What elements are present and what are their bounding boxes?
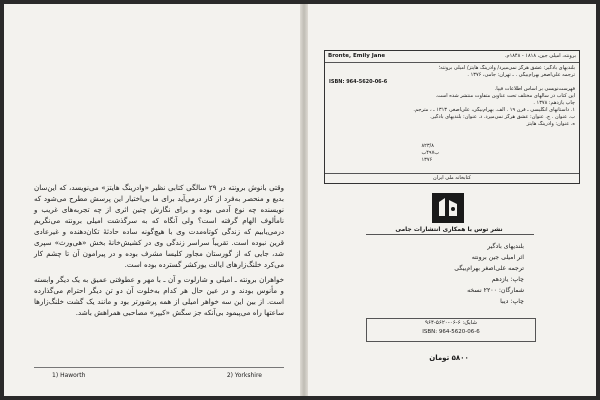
- classification-number: ب۴۹۷ب: [421, 150, 439, 156]
- footnotes: [52, 372, 262, 379]
- cataloguing-box: [324, 50, 580, 184]
- publisher-divider: [366, 234, 534, 235]
- footnote-divider: [34, 367, 284, 368]
- isbn-latin: ISBN: 964-5620-06-6: [422, 329, 480, 335]
- author-latin: Bronte, Emily Jane: [328, 53, 386, 59]
- colophon-translator: ترجمه علی‌اصغر بهرام‌بیگی: [454, 265, 524, 272]
- footnote: 2) Yorkshire: [226, 372, 262, 379]
- colophon: [384, 241, 524, 307]
- colophon-printer: چاپ: دیبا: [500, 298, 524, 305]
- publisher-line: نشر توس با همکاری انتشارات جامی: [395, 226, 503, 233]
- paragraph: خواهران برونته ـ امیلی و شارلوت و آن ـ با مهر و عطوفتی عمیق به یک دیگر وابسته و مأنوس بودند و در عین حال هر کدام به‌خلوت آن دو تن دیگر احترام می‌گذارده است. از بین این سه خواهر امیلی از همه پرشورتر بود و مانند یک گشت خلنگ‌زارها ساعتها راه می‌پیمود بی‌آنکه جز سگش «کیپر» مصاحبی همراهش باشد.: [34, 275, 284, 317]
- cataloguing-line: چاپ یازدهم: ۱۳۷۸ .: [533, 100, 575, 106]
- cataloguing-line: فهرست‌نویسی بر اساس اطلاعات فیپا.: [494, 86, 575, 92]
- colophon-print-run: شمارگان: ۲۲۰۰ نسخه: [467, 287, 524, 294]
- body-text: [34, 182, 284, 322]
- colophon-author: اثر امیلی جین برونته: [471, 254, 524, 261]
- isbn-persian: شابک: ۶-۰۶-۵۶۲۰-۹۶۴: [425, 320, 477, 326]
- cataloguing-line: ب. عنوان . ج. عنوان: عشق هرگز نمی‌میرد. د. عنوان: بلندیهای بادگیر.: [430, 114, 575, 120]
- cataloguing-line: این کتاب در سالهای مختلف تحت عناوین متفاوت منتشر شده است.: [435, 93, 575, 99]
- price: ۵۸۰۰ تومان: [429, 354, 469, 362]
- colophon-edition: چاپ: یازدهم: [491, 276, 524, 283]
- colophon-title: بلندیهای بادگیر: [487, 243, 524, 250]
- cataloguing-line: بلندیهای بادگیر: عشق هرگز نمی‌میرد/ وادرینگ هایتز/ امیلی برونته؛: [438, 65, 575, 71]
- isbn-box: [366, 318, 536, 342]
- right-page: [304, 4, 596, 396]
- classification-number: ۱۳۷۶: [421, 157, 433, 163]
- cataloguing-line: ترجمه علی‌اصغر بهرام‌بیگی . ـ تهران: جامی، ۱۳۷۶ .: [467, 72, 575, 78]
- author-persian: برونته، امیلی جین، ۱۸۱۸ - ۱۸۴۸م.: [504, 53, 576, 59]
- footnote: 1) Haworth: [52, 372, 86, 379]
- book-spread: [4, 4, 596, 396]
- paragraph: وقتی بانوش برونته در ۲۹ سالگی کتابی نظیر «وادرینگ هایتز» می‌نویسد، که این‌سان بدیع و منحصر به‌فرد از کار درمی‌آید برای ما بی‌اختیار این پرسش مطرح می‌شود که نویسنده چه نوع آدمی بوده و برای نگارش چنین اثری از چه تجربه‌های غریب و نامألوف الهام گرفته است؟ ولی آنگاه که به سرگذشت امیلی برونته می‌نگریم درمی‌یابیم که زندگی کوتاه‌مدت وی با هیچ‌گونه ساده حادثهٔ تکان‌دهنده و غیرعادی قرین نبوده است. تقریباً سراسر زندگی وی در کشیش‌خانهٔ بخش «هی‌ورث» سپری شد، جایی که از گورستان مجاور کلیسا مشرف بوده و در پیرامون آن تا چشم کار می‌کرد خلنگ‌زارهای ایالت یورکشر گسترده بوده است.: [34, 183, 284, 269]
- library-name: کتابخانه ملی ایران: [325, 173, 579, 183]
- publisher-logo-icon: [431, 192, 465, 224]
- classification-number: ۸۲۳/۸: [421, 143, 434, 149]
- cataloguing-body: [325, 63, 579, 130]
- cataloguing-line: ۱. داستانهای انگلیسی ـ قرن ۱۹ . الف. بهرام‌بیگی، علی‌اصغر، ۱۳۱۳ ـ ، مترجم.: [413, 107, 575, 113]
- cataloguing-header: [325, 51, 579, 63]
- left-page: [4, 4, 304, 396]
- cataloguing-line: ه. عنوان: وادرینگ هایتز: [526, 121, 575, 127]
- cataloguing-isbn: ISBN: 964-5620-06-6: [329, 79, 388, 85]
- classification-numbers: [422, 143, 440, 164]
